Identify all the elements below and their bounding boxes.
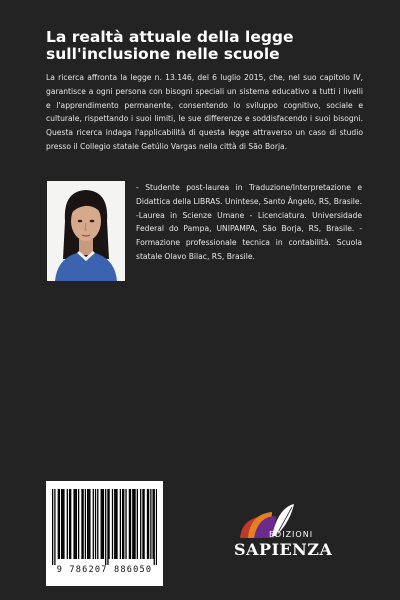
- barcode-bar: [108, 489, 109, 559]
- barcode-bar: [142, 489, 143, 559]
- isbn-barcode: [46, 481, 163, 586]
- barcode-bar: [69, 489, 70, 559]
- barcode-bar: [85, 489, 86, 559]
- barcode-bar: [73, 489, 74, 559]
- barcode-bar: [130, 489, 131, 559]
- barcode-bar: [95, 489, 96, 559]
- barcode-bar: [125, 489, 126, 559]
- barcode-bar: [156, 489, 157, 565]
- isbn-digits: 9 786207 886050: [56, 565, 153, 575]
- barcode-bar: [93, 489, 94, 559]
- barcode-bar: [75, 489, 76, 559]
- barcode-bar: [87, 489, 88, 559]
- barcode-bar: [115, 489, 116, 559]
- book-title: La realtà attuale della legge sull'inclusione nelle scuole: [46, 28, 294, 63]
- publisher-logo: [232, 502, 332, 572]
- barcode-bar: [152, 489, 153, 559]
- barcode-bar: [143, 489, 144, 559]
- publisher-name: SAPIENZA: [234, 540, 333, 559]
- barcode-bar: [134, 489, 135, 559]
- barcode-bar: [140, 489, 141, 559]
- author-photo: [47, 181, 125, 281]
- barcode-bar: [122, 489, 123, 559]
- barcode-bar: [81, 489, 82, 559]
- barcode-bar: [148, 489, 149, 559]
- barcode-bar: [137, 489, 138, 559]
- barcode-bar: [105, 489, 106, 565]
- barcode-bars: [52, 489, 157, 565]
- barcode-bar: [123, 489, 124, 559]
- barcode-bar: [88, 489, 89, 559]
- publisher-edizioni: EDIZIONI: [269, 530, 314, 539]
- barcode-bar: [103, 489, 104, 559]
- barcode-bar: [116, 489, 117, 559]
- barcode-bar: [62, 489, 63, 559]
- barcode-bar: [59, 489, 60, 559]
- barcode-bar: [112, 489, 113, 559]
- barcode-bar: [54, 489, 55, 565]
- barcode-bar: [89, 489, 90, 559]
- barcode-bar: [78, 489, 79, 559]
- barcode-bar: [129, 489, 130, 559]
- barcode-bar: [61, 489, 62, 559]
- barcode-bar: [82, 489, 83, 559]
- barcode-bar: [132, 489, 133, 559]
- barcode-bar: [120, 489, 121, 559]
- barcode-bar: [101, 489, 102, 559]
- barcode-bar: [154, 489, 155, 565]
- barcode-bar: [150, 489, 151, 559]
- barcode-bar: [52, 489, 53, 565]
- barcode-bar: [102, 489, 103, 559]
- barcode-bar: [70, 489, 71, 559]
- book-abstract: La ricerca affronta la legge n. 13.146, del 6 luglio 2015, che, nel suo capitolo IV, garantisce a ogni persona con bisogni speciali un sistema educativo a tutti i livelli e l'apprendimento permanente, consentendo lo sviluppo cognitivo, sociale e culturale, rispettando i suoi limiti, le sue differenze e soddisfacendo i suoi bisogni. Questa ricerca indaga l'applicabilità di questa legge attraverso un caso di studio presso il Collegio statale Getúlio Vargas nella città di São Borja.: [46, 73, 363, 151]
- barcode-bar: [147, 489, 148, 559]
- author-bio: - Studente post-laurea in Traduzione/Interpretazione e Didattica della LIBRAS. Unintese, Santo Ângelo, RS, Brasile. -Laurea in Scienze Umane - Licenciatura. Universidade Federal do Pampa, UNIPAMPA, São Borja, RS, Brasile. -Formazione professionale tecnica in contabilità. Scuola statale Olavo Bilac, RS, Brasile.: [136, 183, 362, 261]
- barcode-bar: [58, 489, 59, 559]
- barcode-bar: [107, 489, 108, 565]
- barcode-bar: [114, 489, 115, 559]
- barcode-bar: [76, 489, 77, 559]
- barcode-bar: [67, 489, 68, 559]
- barcode-bar: [133, 489, 134, 559]
- barcode-bar: [63, 489, 64, 559]
- barcode-bar: [97, 489, 98, 559]
